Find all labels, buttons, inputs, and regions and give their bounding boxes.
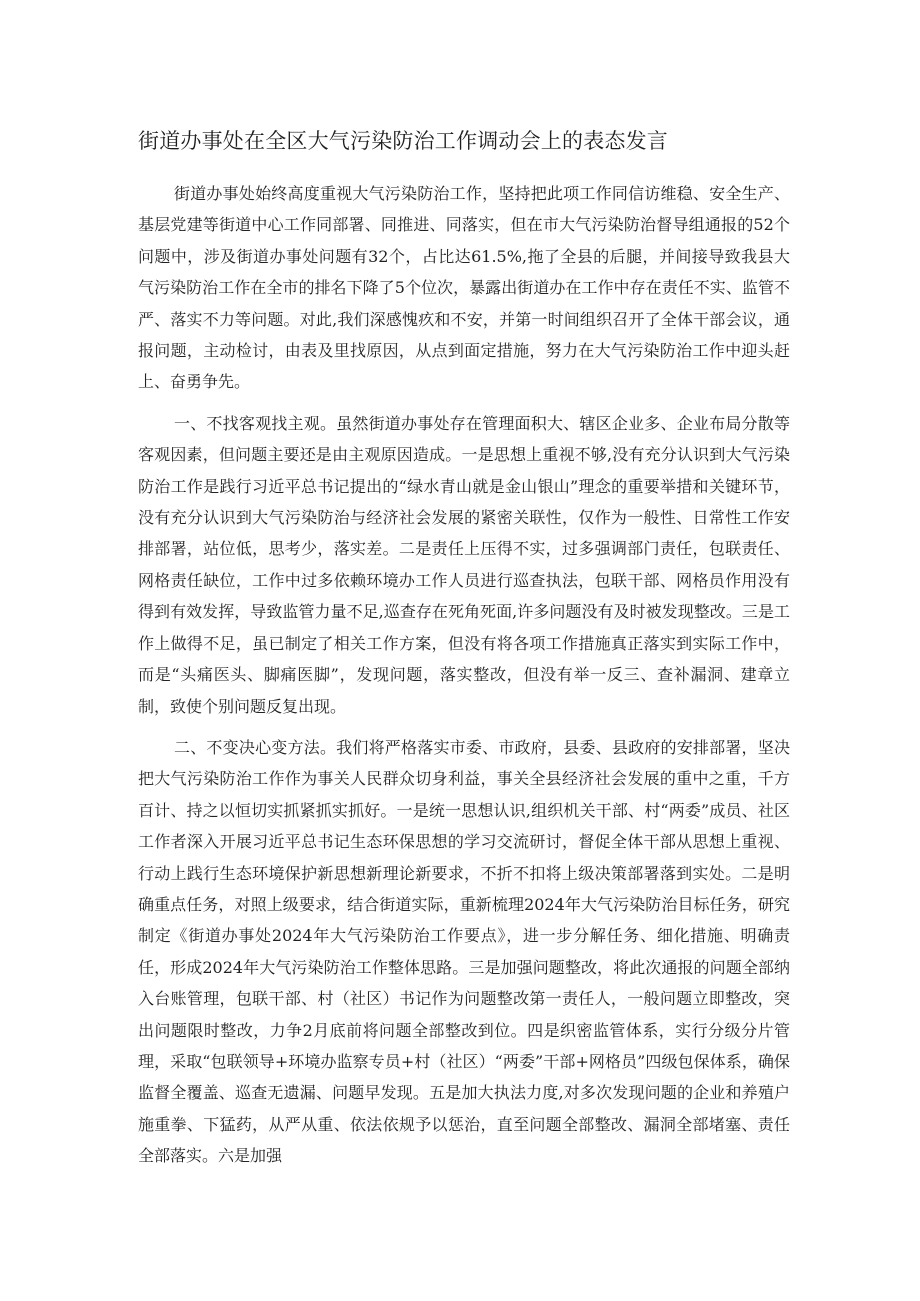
paragraph-section-one: 一、不找客观找主观。虽然街道办事处存在管理面积大、辖区企业多、企业布局分散等客观因素，但问题主要还是由主观原因造成。一是思想上重视不够,没有充分认识到大气污染防治工作是践行习近平总书记提出的“绿水青山就是金山银山”理念的重要举措和关键环节，没有充分认识到大气污染防治与经济社会发展的紧密关联性，仅作为一般性、日常性工作安排部署，站位低，思考少，落实差。二是责任上压得不实，过多强调部门责任，包联责任、网格责任缺位，工作中过多依赖环境办工作人员进行巡查执法，包联干部、网格员作用没有得到有效发挥，导致监管力量不足,巡查存在死角死面,许多问题没有及时被发现整改。三是工作上做得不足，虽已制定了相关工作方案，但没有将各项工作措施真正落实到实际工作中，而是“头痛医头、脚痛医脚”，发现问题，落实整改，但没有举一反三、查补漏洞、建章立制，致使个别问题反复出现。: [138, 413, 790, 716]
paragraph-intro: 街道办事处始终高度重视大气污染防治工作，坚持把此项工作同信访维稳、安全生产、基层党建等街道中心工作同部署、同推进、同落实，但在市大气污染防治督导组通报的52个问题中，涉及街道办事处问题有32个，占比达61.5%,拖了全县的后腿，并间接导致我县大气污染防治工作在全市的排名下降了5个位次，暴露出街道办在工作中存在责任不实、监管不严、落实不力等问题。对此,我们深感愧疚和不安，并第一时间组织召开了全体干部会议，通报问题，主动检讨，由表及里找原因，从点到面定措施，努力在大气污染防治工作中迎头赶上、奋勇争先。: [138, 184, 790, 392]
document-title: 街道办事处在全区大气污染防治工作调动会上的表态发言: [138, 129, 668, 153]
paragraph-section-two: 二、不变决心变方法。我们将严格落实市委、市政府，县委、县政府的安排部署，坚决把大气污染防治工作作为事关人民群众切身利益，事关全县经济社会发展的重中之重，千方百计、持之以恒切实抓紧抓实抓好。一是统一思想认识,组织机关干部、村“两委”成员、社区工作者深入开展习近平总书记生态环保思想的学习交流研讨，督促全体干部从思想上重视、行动上践行生态环境保护新思想新理论新要求，不折不扣将上级决策部署落到实处。二是明确重点任务，对照上级要求，结合街道实际，重新梳理2024年大气污染防治目标任务，研究制定《街道办事处2024年大气污染防治工作要点》，进一步分解任务、细化措施、明确责任，形成2024年大气污染防治工作整体思路。三是加强问题整改，将此次通报的问题全部纳入台账管理，包联干部、村（社区）书记作为问题整改第一责任人，一般问题立即整改，突出问题限时整改，力争2月底前将问题全部整改到位。四是织密监管体系，实行分级分片管理，采取“包联领导+环境办监察专员+村（社区）“两委”干部+网格员”四级包保体系，确保监督全覆盖、巡查无遗漏、问题早发现。五是加大执法力度,对多次发现问题的企业和养殖户施重拳、下猛药，从严从重、依法依规予以惩治，直至问题全部整改、漏洞全部堵塞、责任全部落实。六是加强: [138, 737, 790, 1166]
document-body: [138, 178, 790, 1182]
